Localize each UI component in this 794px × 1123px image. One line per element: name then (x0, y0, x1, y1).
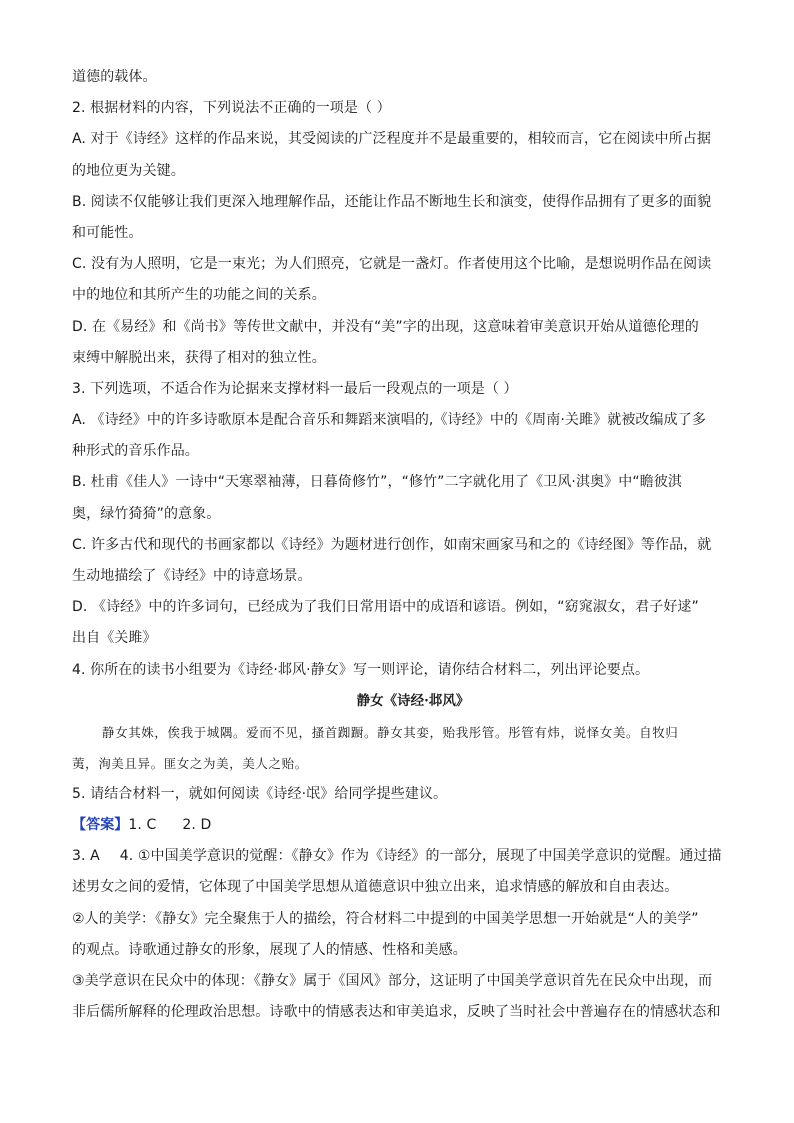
option-2c-cont: 中的地位和其所产生的功能之间的关系。 (72, 287, 326, 304)
answer-text-line: 述男女之间的爱情，它体现了中国美学思想从道德意识中独立出来，追求情感的解放和自由表达。 (72, 879, 679, 896)
option-2a-cont: 的地位更为关键。 (72, 162, 185, 179)
answer-text-line: ③美学意识在民众中的体现：《静女》属于《国风》部分，这证明了中国美学意识首先在民众中出现，而 (72, 972, 713, 989)
question-3: 3. 下列选项，不适合作为论据来支撑材料一最后一段观点的一项是（ ） (72, 380, 518, 397)
answer-1: 1. C (128, 816, 157, 833)
answer-line-2 (72, 841, 734, 872)
answer-text-line: ②人的美学：《静女》完全聚焦于人的描绘，符合材料二中提到的中国美学思想一开始就是“人的美学” (72, 910, 699, 927)
answer-3: 3. A (72, 848, 100, 865)
poem-block (72, 686, 734, 779)
option-2d-cont: 束缚中解脱出来，获得了相对的独立性。 (72, 349, 326, 366)
text-line: 道德的载体。 (72, 69, 157, 85)
option-3d: D. 《诗经》中的许多词句，已经成为了我们日常用语中的成语和谚语。例如，“窈窕淑女，君子好逑” (72, 599, 699, 616)
question-2: 2. 根据材料的内容，下列说法不正确的一项是（ ） (72, 100, 391, 117)
option-2d: D. 在《易经》和《尚书》等传世文献中，并没有“美”字的出现，这意味着审美意识开始从道德伦理的 (72, 318, 699, 335)
question-4: 4. 你所在的读书小组要为《诗经·邶风·静女》写一则评论，请你结合材料二，列出评论要点。 (72, 661, 650, 678)
answer-line-1 (72, 810, 734, 841)
option-3b-cont: 奥，绿竹猗猗”的意象。 (72, 505, 221, 522)
option-3a-cont: 种形式的音乐作品。 (72, 443, 199, 460)
question-5: 5. 请结合材料一，就如何阅读《诗经·氓》给同学提些建议。 (72, 785, 448, 802)
poem-line: 荑，洵美且异。匪女之为美，美人之贻。 (72, 755, 308, 771)
option-2a: A. 对于《诗经》这样的作品来说，其受阅读的广泛程度并不是最重要的，相较而言，它在阅读中所占据 (72, 131, 711, 148)
question-block (72, 62, 734, 686)
option-3b: B. 杜甫《佳人》一诗中“天寒翠袖薄，日暮倚修竹”，“修竹”二字就化用了《卫风·淇奥》中“瞻彼淇 (72, 474, 683, 491)
answer-text-line: 非后儒所解释的伦理政治思想。诗歌中的情感表达和审美追求，反映了当时社会中普遍存在的情感状态和 (72, 1004, 721, 1021)
option-3c-cont: 生动地描绘了《诗经》中的诗意场景。 (72, 568, 312, 584)
answer-2: 2. D (182, 816, 212, 833)
answer-4: 4. ①中国美学意识的觉醒：《静女》作为《诗经》的一部分，展现了中国美学意识的觉醒。通过描 (119, 848, 722, 865)
option-2b-cont: 和可能性。 (72, 224, 143, 241)
answer-text-line: 的观点。诗歌通过静女的形象，展现了人的情感、性格和美感。 (72, 941, 467, 958)
option-3a: A. 《诗经》中的许多诗歌原本是配合音乐和舞蹈来演唱的,《诗经》中的《周南·关雎》就被改编成了多 (72, 412, 706, 429)
answer-tag: 【答案】 (72, 816, 129, 833)
option-3d-cont: 出自《关雎》 (72, 630, 157, 647)
answer-block (72, 810, 734, 1028)
option-2c: C. 没有为人照明，它是一束光；为人们照亮，它就是一盏灯。作者使用这个比喻，是想说明作品在阅读 (72, 256, 712, 273)
option-2b: B. 阅读不仅能够让我们更深入地理解作品，还能让作品不断地生长和演变，使得作品拥有了更多的面貌 (72, 193, 712, 210)
option-3c: C. 许多古代和现代的书画家都以《诗经》为题材进行创作，如南宋画家马和之的《诗经图》等作品，就 (72, 536, 712, 553)
poem-title: 静女《诗经·邶风》 (356, 692, 470, 709)
poem-line: 静女其姝，俟我于城隅。爱而不见，搔首踟蹰。静女其娈，贻我彤管。彤管有炜，说怿女美。自牧归 (102, 724, 679, 740)
